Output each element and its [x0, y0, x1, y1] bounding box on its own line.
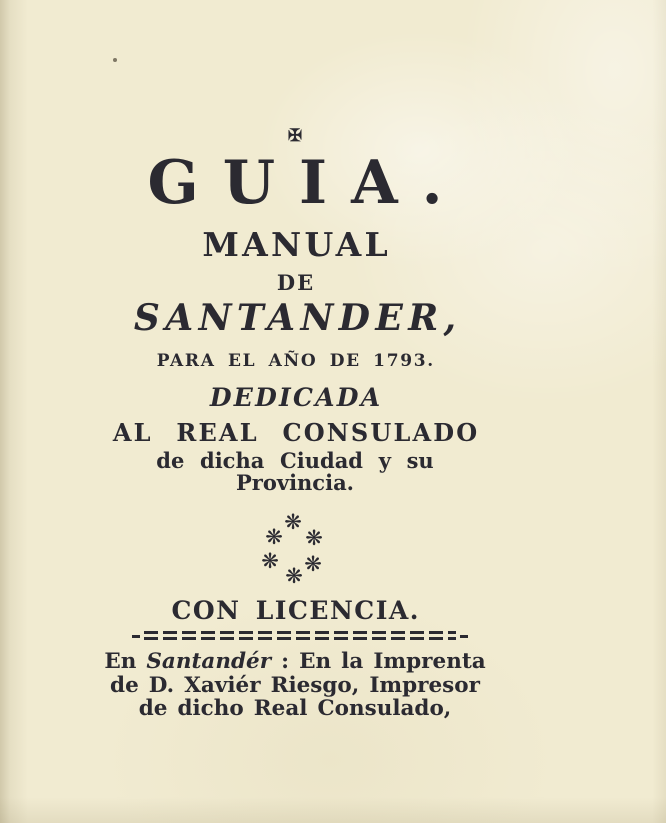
asterisk-ornament-icon: ❋: [304, 552, 322, 576]
dedication-line-2: de dicha Ciudad y su: [156, 448, 434, 473]
rule-end-dash: [460, 635, 468, 638]
dedication-line-1: AL REAL CONSULADO: [112, 418, 480, 447]
imprint-line-3: de dicho Real Consulado,: [138, 696, 452, 721]
rule-row: [144, 637, 456, 640]
asterisk-ornament-icon: ❋: [284, 510, 302, 534]
title-connector: DE: [276, 270, 316, 295]
asterisk-ring-ornament: [245, 508, 355, 593]
asterisk-ornament-icon: ❋: [305, 526, 323, 550]
imprint-line-1: [20, 650, 570, 674]
dedication-heading: DEDICADA: [209, 383, 383, 412]
imprint-place: Santandér: [146, 649, 272, 674]
title-place: SANTANDER,: [133, 297, 462, 339]
dedication-line-3: Provincia.: [236, 470, 354, 495]
imprint-line-2: de D. Xaviér Riesgo, Impresor: [110, 672, 480, 698]
double-dashed-rule: [144, 631, 456, 643]
cross-ornament-icon: ✠: [287, 126, 303, 146]
title-text-column: [20, 0, 570, 823]
rule-row: [144, 631, 456, 634]
book-title: GUIA.: [147, 148, 467, 218]
license-line: CON LICENCIA.: [171, 596, 420, 625]
year-line: PARA EL AÑO DE 1793.: [156, 351, 435, 371]
book-subtitle: MANUAL: [202, 225, 391, 264]
imprint-line-1-suffix: : En la Imprenta: [271, 649, 486, 674]
asterisk-ornament-icon: ❋: [261, 549, 279, 573]
rule-end-dash: [132, 635, 140, 638]
imprint: [20, 650, 570, 721]
asterisk-ornament-icon: ❋: [285, 564, 303, 588]
imprint-line-1-prefix: En: [104, 649, 147, 674]
asterisk-ornament-icon: ❋: [265, 525, 283, 549]
